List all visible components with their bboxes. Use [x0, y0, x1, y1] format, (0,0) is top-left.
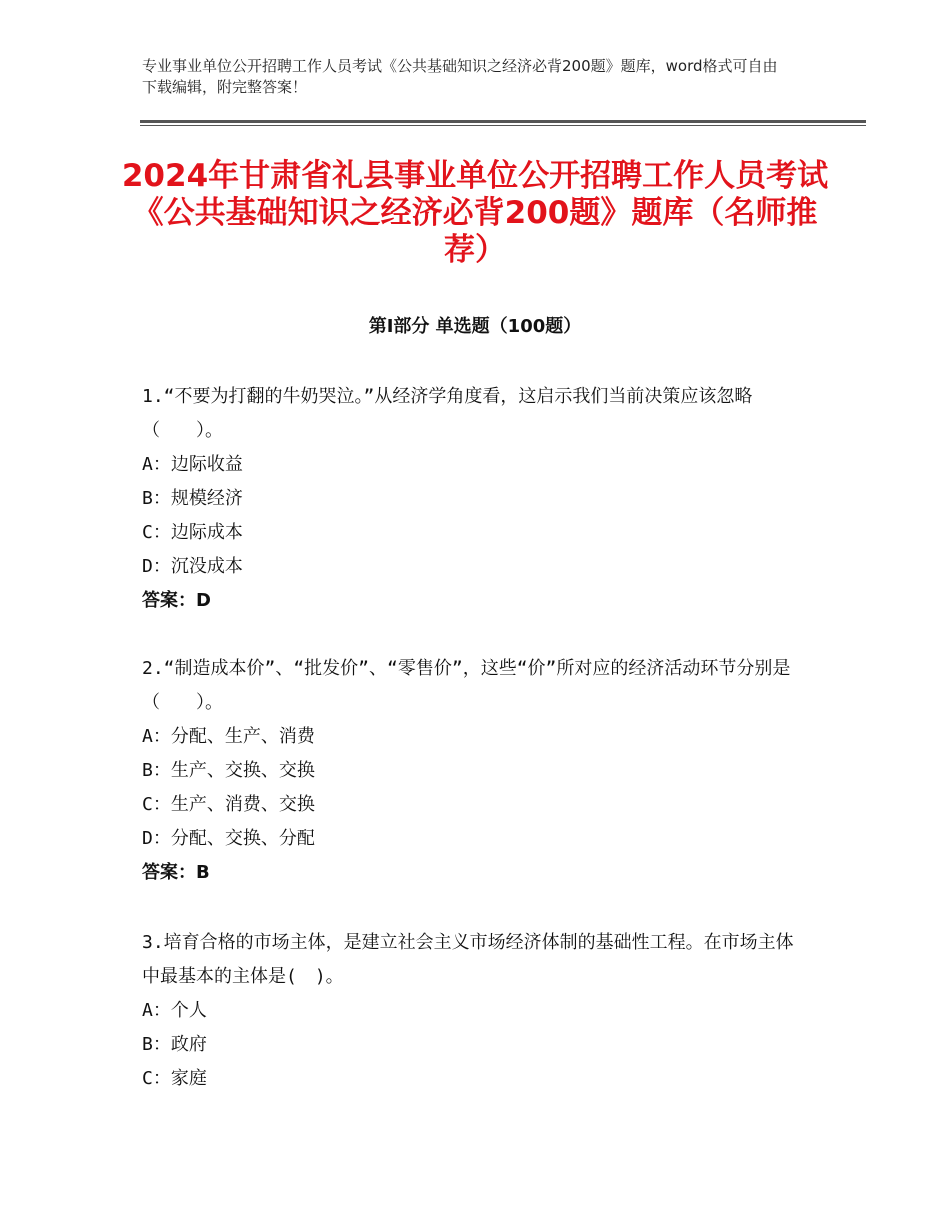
question-stem: 2.“制造成本价”、“批发价”、“零售价”，这些“价”所对应的经济活动环节分别是（ ）。: [142, 658, 791, 713]
option-d: D：沉没成本: [142, 556, 243, 577]
answer: 答案：D: [142, 590, 211, 611]
answer: 答案：B: [142, 862, 210, 883]
header-divider-thick: [140, 120, 866, 123]
question-stem: 3.培育合格的市场主体，是建立社会主义市场经济体制的基础性工程。在市场主体中最基本的主体是( )。: [142, 932, 794, 987]
header-note: 专业事业单位公开招聘工作人员考试《公共基础知识之经济必背200题》题库，word格式可自由下载编辑，附完整答案！: [142, 57, 778, 96]
option-b: B：规模经济: [142, 488, 243, 509]
option-a: A：分配、生产、消费: [142, 726, 315, 747]
question-1: [142, 380, 808, 618]
question-3: [142, 926, 808, 1096]
question-stem: 1.“不要为打翻的牛奶哭泣。”从经济学角度看，这启示我们当前决策应该忽略（ ）。: [142, 386, 753, 441]
option-d: D：分配、交换、分配: [142, 828, 315, 849]
question-2: [142, 652, 808, 890]
option-a: A：边际收益: [142, 454, 243, 475]
option-c: C：家庭: [142, 1068, 207, 1089]
section-title: 第Ⅰ部分 单选题（100题）: [368, 316, 582, 337]
option-b: B：生产、交换、交换: [142, 760, 315, 781]
option-b: B：政府: [142, 1034, 207, 1055]
document-title: 2024年甘肃省礼县事业单位公开招聘工作人员考试《公共基础知识之经济必背200题》题库（名师推荐）: [121, 158, 829, 268]
option-c: C：边际成本: [142, 522, 243, 543]
option-a: A：个人: [142, 1000, 207, 1021]
option-c: C：生产、消费、交换: [142, 794, 315, 815]
header-divider-thin: [140, 125, 866, 126]
